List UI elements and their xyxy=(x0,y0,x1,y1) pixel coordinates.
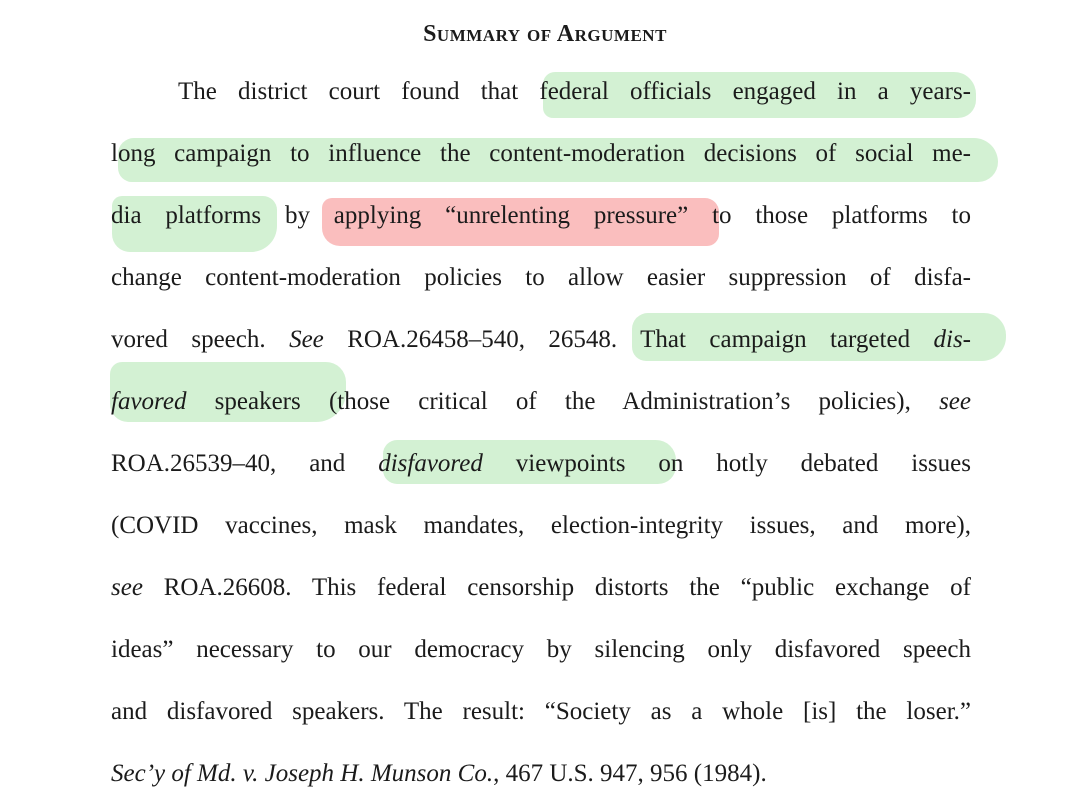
text-line xyxy=(111,320,971,360)
text-line xyxy=(111,196,971,236)
text-line xyxy=(111,568,971,608)
text-segment: viewpoints on hotly debated issues xyxy=(482,450,971,477)
text-segment: (COVID vaccines, mask mandates, election-integrity issues, and more), xyxy=(111,512,971,539)
text-line xyxy=(178,72,971,112)
text-segment: dia platforms xyxy=(111,202,262,229)
text-segment: and disfavored speakers. The result: “Society as a whole [is] the loser.” xyxy=(111,698,971,725)
italic-text: see xyxy=(111,574,143,601)
text-line xyxy=(111,506,971,546)
text-segment: ederal officials engaged in a years- xyxy=(547,78,972,105)
text-segment: That campaign targeted xyxy=(640,326,934,353)
text-segment: The district court found that f xyxy=(178,78,548,105)
text-line xyxy=(111,692,971,732)
italic-text: favored xyxy=(111,388,187,415)
text-line xyxy=(111,630,971,670)
section-heading: Summary of Argument xyxy=(423,21,667,47)
text-segment: ROA.26608. This federal censorship distorts the “public exchange of xyxy=(142,574,971,601)
text-line xyxy=(111,754,971,794)
text-segment: vored speech. xyxy=(111,326,290,353)
text-line xyxy=(111,134,971,174)
italic-text: Sec’y of Md. v. Joseph H. Munson Co. xyxy=(111,760,494,787)
italic-text: See xyxy=(289,326,324,353)
italic-text: dis- xyxy=(933,326,971,353)
text-segment: change content-moderation policies to allow easier suppression of disfa- xyxy=(111,264,971,291)
text-segment: , 467 U.S. 947, 956 (1984). xyxy=(493,760,767,787)
text-line xyxy=(111,382,971,422)
text-segment: long campaign to influence the content-moderation decisions of social me- xyxy=(111,140,971,167)
text-line xyxy=(111,444,971,484)
text-line xyxy=(111,258,971,298)
italic-text: disfavored xyxy=(378,450,483,477)
text-segment: ideas” necessary to our democracy by silencing only disfavored speech xyxy=(111,636,971,663)
text-segment: ROA.26458–540, 26548. xyxy=(323,326,641,353)
text-segment: ROA.26539–40, and xyxy=(111,450,379,477)
text-segment: speakers (those critical of the Administration’s policies), xyxy=(186,388,940,415)
text-segment: by a xyxy=(261,202,345,229)
italic-text: see xyxy=(939,388,971,415)
text-segment: pplying “unrelenting pressure” xyxy=(344,202,689,229)
text-segment: to those platforms to xyxy=(688,202,971,229)
